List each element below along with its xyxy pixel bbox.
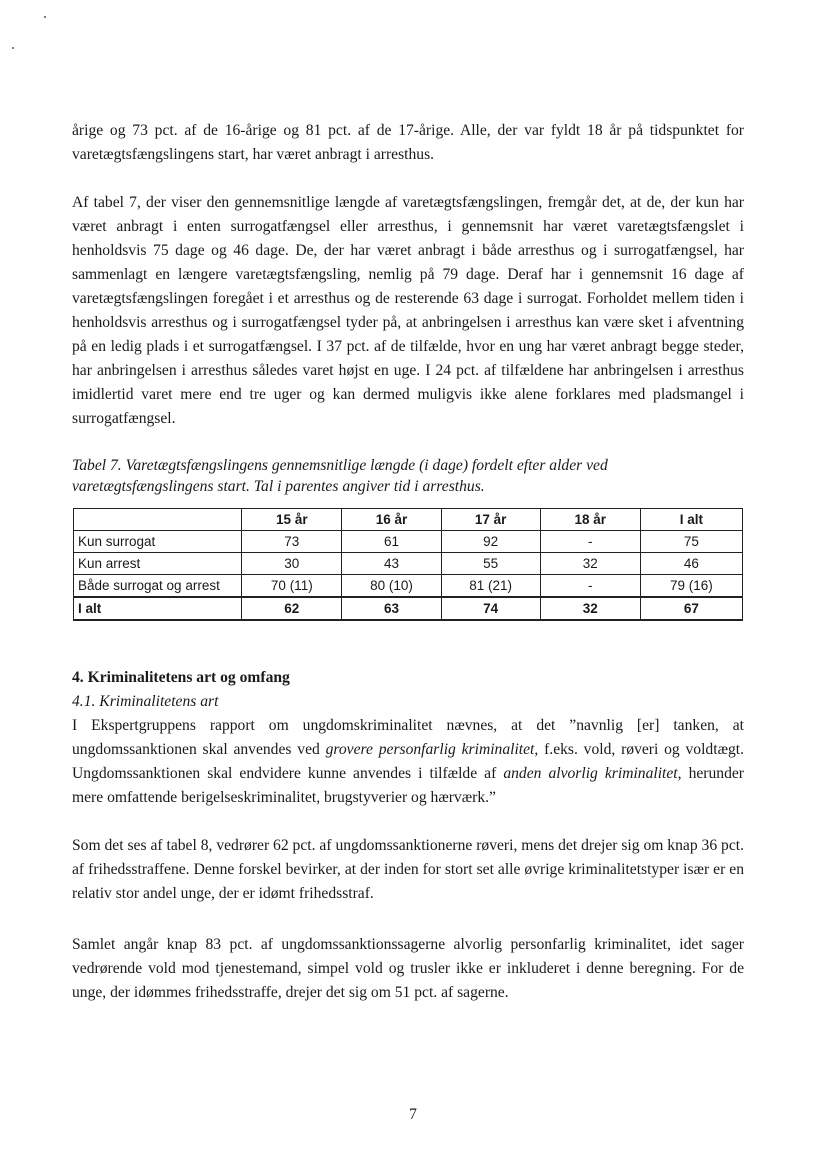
- paragraph-3-part: , f.eks. vold, røveri og voldtægt. Ungdomssanktionen skal endvidere kunne anvendes i tilfælde af: [72, 741, 744, 782]
- paragraph-3-part: , herunder mere omfattende berigelseskriminalitet, brugstyverier og hærværk.”: [72, 765, 744, 806]
- table-cell: 61: [342, 531, 441, 553]
- scan-speck: [44, 16, 46, 18]
- table-row: [74, 553, 743, 575]
- table-cell: 79 (16): [640, 575, 742, 598]
- paragraph-3-emphasis: grovere personfarlig kriminalitet: [325, 741, 535, 758]
- table-header-row: [74, 509, 743, 531]
- paragraph-2: Af tabel 7, der viser den gennemsnitlige længde af varetægtsfængslingen, fremgår det, at de, der kun har været anbragt i enten surrogatfængsel eller arresthus, i gennemsnit har været varetægtsfængslet i henholdsvis 75 dage og 46 dage. De, der har været anbragt i både arresthus og i surrogatfængsel, har sammenlagt en længere varetægtsfængsling, nemlig på 79 dage. Deraf har i gennemsnit 16 dage af varetægtsfængslingen foregået i et arresthus og de resterende 63 dage i surrogat. Forholdet mellem tiden i henholdsvis arresthus og i surrogatfængsel tyder på, at anbringelsen i arresthus kan være sket i afventning på en ledig plads i et surrogatfængsel. I 37 pct. af de tilfælde, hvor en ung har været anbragt begge steder, har anbringelsen i arresthus således varet højst en uge. I 24 pct. af tilfældene har anbringelsen i arresthus imidlertid varet mere end tre uger og kan dermed muligvis ikke alene forklares med pladsmangel i surrogatfængsel.: [72, 194, 744, 427]
- section-heading: 4. Kriminalitetens art og omfang: [72, 669, 290, 686]
- table-cell: 43: [342, 553, 441, 575]
- paragraph-1: årige og 73 pct. af de 16-årige og 81 pct. af de 17-årige. Alle, der var fyldt 18 år på tidspunktet for varetægtsfængslingens start, har været anbragt i arresthus.: [72, 122, 744, 163]
- header-cell: 15 år: [242, 509, 342, 531]
- table-cell: 80 (10): [342, 575, 441, 598]
- paragraph-3: [72, 714, 744, 810]
- table-caption: Tabel 7. Varetægtsfængslingens gennemsnitlige længde (i dage) fordelt efter alder ved varetægtsfængslingens start. Tal i parentes angiver tid i arresthus.: [72, 457, 608, 495]
- table-row: [74, 531, 743, 553]
- table-cell: 92: [441, 531, 540, 553]
- table-cell: 70 (11): [242, 575, 342, 598]
- header-cell: 16 år: [342, 509, 441, 531]
- row-label: Både surrogat og arrest: [74, 575, 242, 598]
- table-cell: 73: [242, 531, 342, 553]
- subsection-heading: 4.1. Kriminalitetens art: [72, 693, 219, 710]
- table-cell: -: [540, 531, 640, 553]
- row-label: I alt: [74, 597, 242, 620]
- table-cell: 67: [640, 597, 742, 620]
- scan-speck: [12, 47, 14, 49]
- header-cell: 18 år: [540, 509, 640, 531]
- paragraph-5: Samlet angår knap 83 pct. af ungdomssanktionssagerne alvorlig personfarlig kriminalitet, idet sager vedrørende vold mod tjenestemand, simpel vold og trusler ikke er inkluderet i denne beregning. For de unge, der idømmes frihedsstraffe, drejer det sig om 51 pct. af sagerne.: [72, 936, 744, 1001]
- header-cell: 17 år: [441, 509, 540, 531]
- page-number: 7: [409, 1106, 417, 1123]
- paragraph-3-emphasis: anden alvorlig kriminalitet: [503, 765, 678, 782]
- paragraph-3-part: I Ekspertgruppens rapport om ungdomskriminalitet nævnes, at det ”navnlig [er] tanken, at ungdomssanktionen skal anvendes ved: [72, 717, 744, 758]
- table-cell: 75: [640, 531, 742, 553]
- table-cell: 32: [540, 597, 640, 620]
- table-cell: 55: [441, 553, 540, 575]
- table-cell: -: [540, 575, 640, 598]
- table-row: [74, 575, 743, 598]
- table-cell: 81 (21): [441, 575, 540, 598]
- table-cell: 74: [441, 597, 540, 620]
- stats-table: [73, 508, 743, 621]
- header-cell: [74, 509, 242, 531]
- table-total-row: [74, 597, 743, 620]
- paragraph-4: Som det ses af tabel 8, vedrører 62 pct. af ungdomssanktionerne røveri, mens det drejer sig om knap 36 pct. af frihedsstraffene. Denne forskel bevirker, at der inden for stort set alle øvrige kriminalitetstyper især er en relativ stor andel unge, der er idømt frihedsstraf.: [72, 837, 744, 902]
- row-label: Kun surrogat: [74, 531, 242, 553]
- header-cell: I alt: [640, 509, 742, 531]
- row-label: Kun arrest: [74, 553, 242, 575]
- table-cell: 46: [640, 553, 742, 575]
- table-cell: 32: [540, 553, 640, 575]
- table-cell: 63: [342, 597, 441, 620]
- table-cell: 30: [242, 553, 342, 575]
- table-cell: 62: [242, 597, 342, 620]
